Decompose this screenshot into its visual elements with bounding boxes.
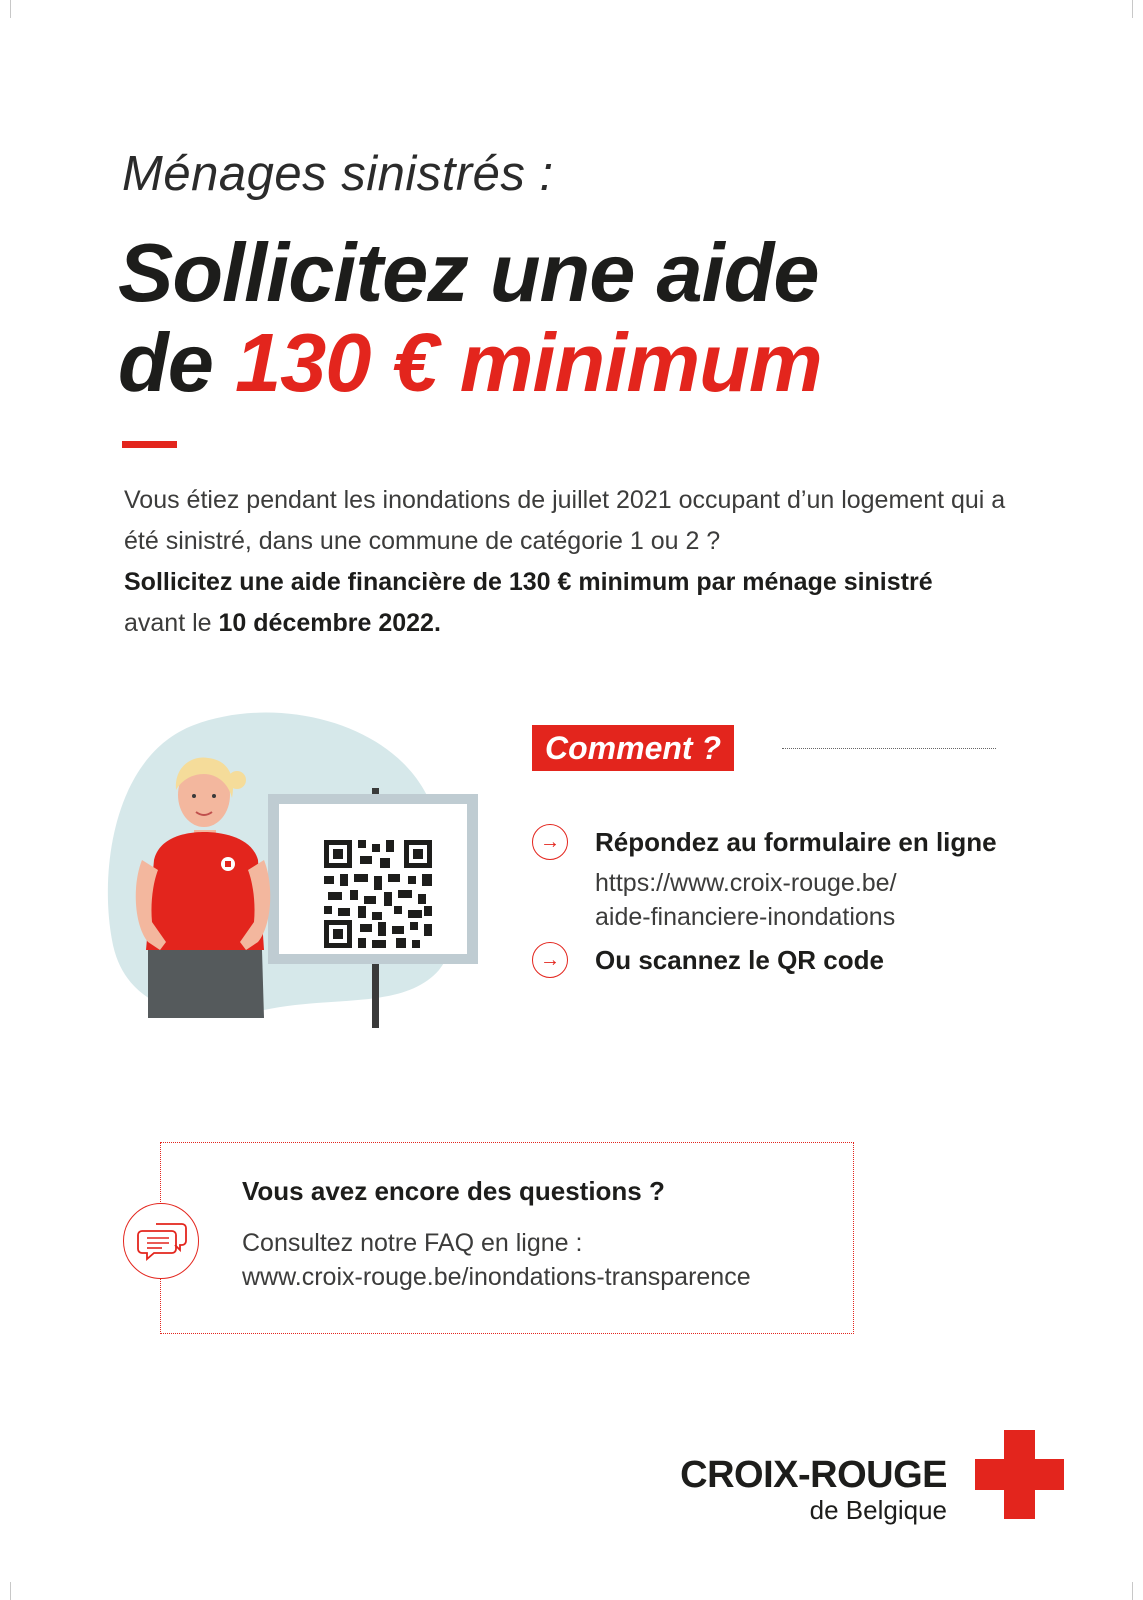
crop-mark: [1132, 0, 1133, 18]
faq-title: Vous avez encore des questions ?: [242, 1176, 665, 1206]
crop-mark: [1132, 1582, 1133, 1600]
intro-deadline-label: avant le: [124, 609, 212, 637]
brand-subname: de Belgique: [809, 1495, 947, 1525]
step-title: Répondez au formulaire en ligne: [595, 827, 997, 857]
brand-block: [625, 1455, 947, 1525]
how-badge: Comment ?: [532, 725, 734, 771]
chat-bubbles-glyph: [124, 1204, 200, 1280]
step-title: Ou scannez le QR code: [595, 945, 884, 975]
intro-bold-offer: Sollicitez une aide financière de 130 € minimum par ménage sinistré: [124, 568, 933, 596]
arrow-right-icon: →: [532, 824, 568, 860]
faq-text: [242, 1226, 751, 1294]
easel-board: [279, 804, 467, 954]
headline-amount: 130 € minimum: [234, 316, 822, 409]
arrow-right-icon: →: [532, 942, 568, 978]
intro-text: Vous étiez pendant les inondations de juillet 2021 occupant d’un logement qui a été sinistré, dans une commune de catégorie 1 ou 2 ?: [124, 486, 1006, 555]
crop-mark: [10, 0, 11, 18]
form-url[interactable]: [595, 866, 897, 934]
headline-line-1: Sollicitez une aide: [118, 226, 819, 319]
headline-prefix: de: [118, 316, 213, 409]
chat-bubbles-icon: [123, 1203, 199, 1279]
volunteer-qr-illustration: [104, 710, 496, 1050]
faq-line-1: Consultez notre FAQ en ligne :: [242, 1229, 583, 1257]
intro-paragraph: [124, 480, 1044, 644]
dotted-divider: [782, 748, 996, 749]
cross-horizontal-bar: [975, 1459, 1064, 1490]
page-headline: [118, 228, 822, 408]
faq-url[interactable]: www.croix-rouge.be/inondations-transparence: [242, 1263, 751, 1291]
page-subtitle: Ménages sinistrés :: [122, 147, 554, 201]
form-url-line-2: aide-financiere-inondations: [595, 903, 896, 931]
red-cross-logo: [975, 1430, 1064, 1519]
intro-deadline-date: 10 décembre 2022.: [218, 609, 441, 637]
accent-rule: [122, 441, 177, 448]
brand-name: CROIX-ROUGE: [680, 1454, 947, 1496]
form-url-line-1: https://www.croix-rouge.be/: [595, 869, 897, 897]
crop-mark: [10, 1582, 11, 1600]
